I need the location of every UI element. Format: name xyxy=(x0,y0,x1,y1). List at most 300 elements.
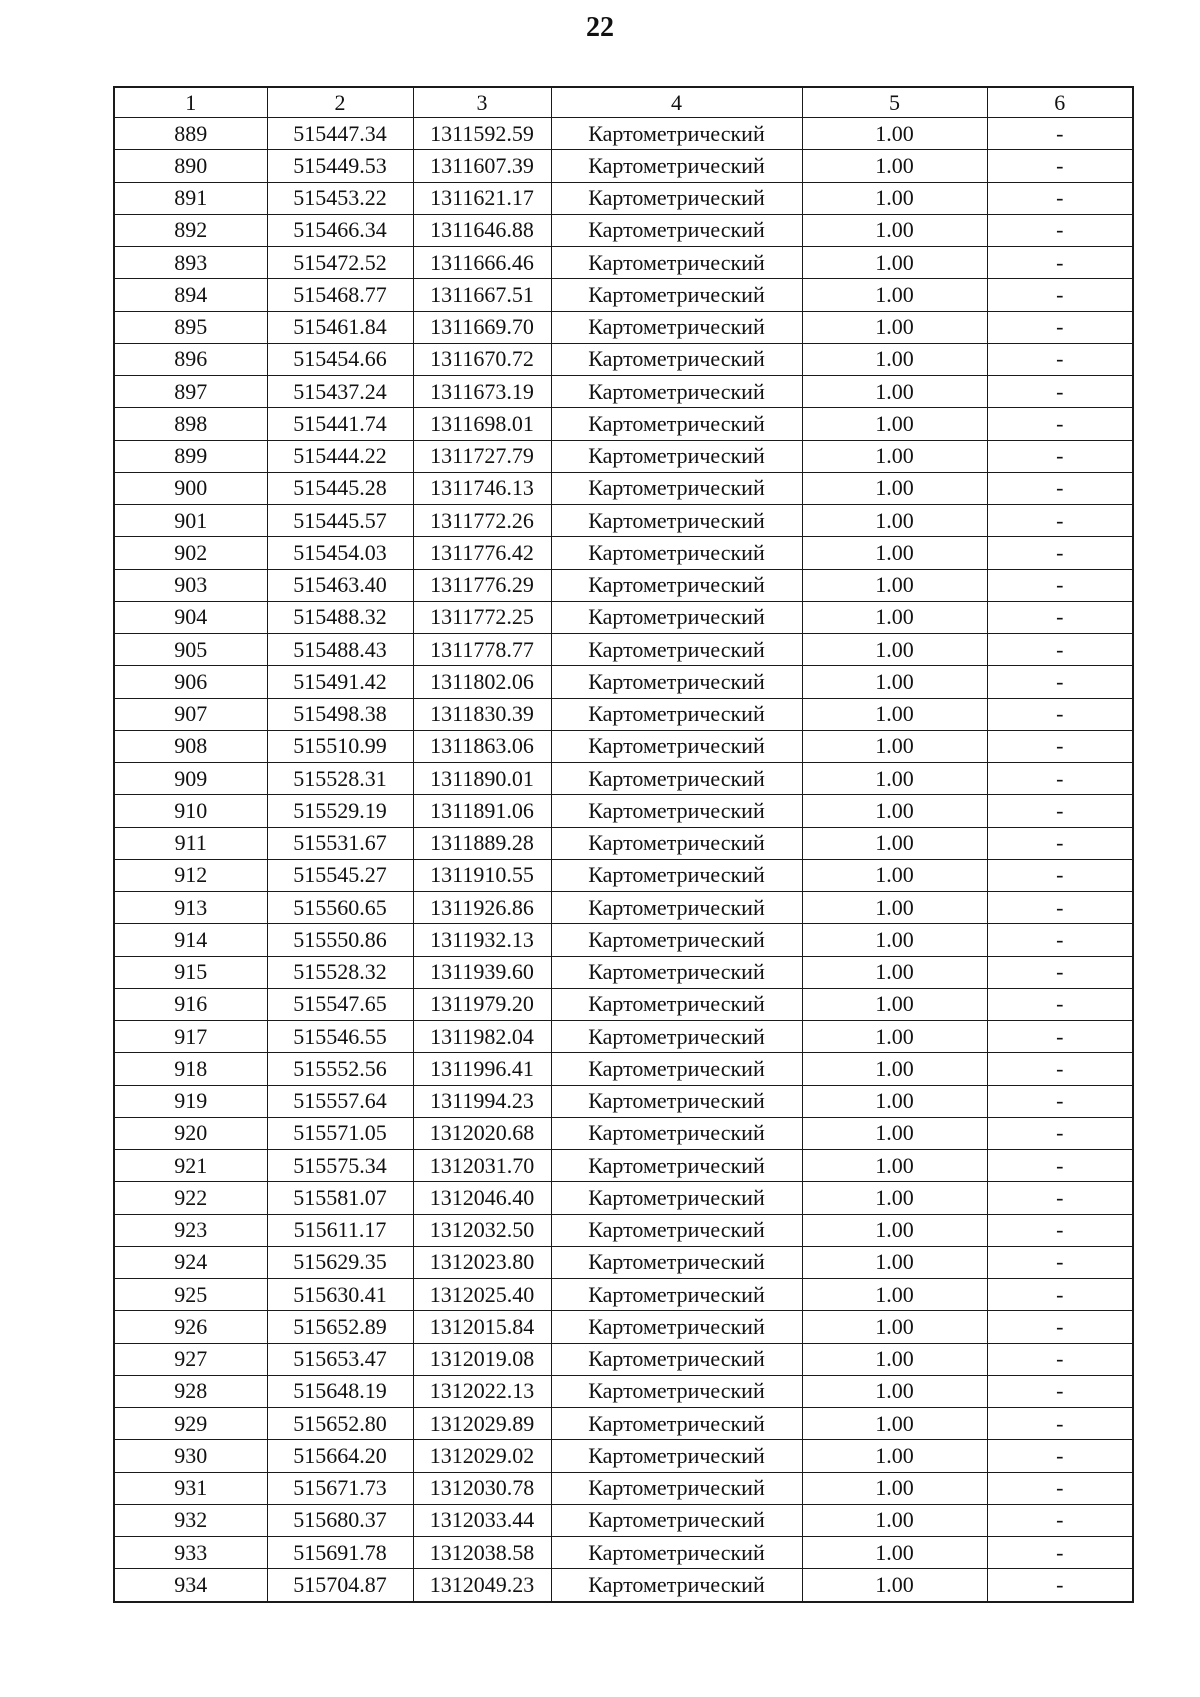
x-coordinate-cell: 515575.34 xyxy=(267,1150,413,1182)
x-coordinate-cell: 515454.66 xyxy=(267,343,413,375)
method-cell: Картометрический xyxy=(551,1375,802,1407)
method-cell: Картометрический xyxy=(551,537,802,569)
method-cell: Картометрический xyxy=(551,1440,802,1472)
point-number-cell: 929 xyxy=(114,1408,267,1440)
y-coordinate-cell: 1311979.20 xyxy=(413,988,551,1020)
x-coordinate-cell: 515498.38 xyxy=(267,698,413,730)
page-number: 22 xyxy=(586,12,614,43)
column-header-1: 1 xyxy=(114,87,267,118)
y-coordinate-cell: 1311996.41 xyxy=(413,1053,551,1085)
table-row xyxy=(114,440,1133,472)
description-cell: - xyxy=(987,569,1133,601)
method-cell: Картометрический xyxy=(551,505,802,537)
description-cell: - xyxy=(987,1279,1133,1311)
method-cell: Картометрический xyxy=(551,311,802,343)
table-row xyxy=(114,956,1133,988)
method-cell: Картометрический xyxy=(551,1408,802,1440)
description-cell: - xyxy=(987,730,1133,762)
column-header-4: 4 xyxy=(551,87,802,118)
y-coordinate-cell: 1312038.58 xyxy=(413,1537,551,1569)
method-cell: Картометрический xyxy=(551,279,802,311)
x-coordinate-cell: 515445.57 xyxy=(267,505,413,537)
method-cell: Картометрический xyxy=(551,666,802,698)
accuracy-cell: 1.00 xyxy=(802,1311,987,1343)
y-coordinate-cell: 1311667.51 xyxy=(413,279,551,311)
x-coordinate-cell: 515466.34 xyxy=(267,214,413,246)
y-coordinate-cell: 1311592.59 xyxy=(413,118,551,150)
y-coordinate-cell: 1312025.40 xyxy=(413,1279,551,1311)
accuracy-cell: 1.00 xyxy=(802,892,987,924)
accuracy-cell: 1.00 xyxy=(802,311,987,343)
accuracy-cell: 1.00 xyxy=(802,988,987,1020)
accuracy-cell: 1.00 xyxy=(802,279,987,311)
accuracy-cell: 1.00 xyxy=(802,1375,987,1407)
y-coordinate-cell: 1312020.68 xyxy=(413,1117,551,1149)
point-number-cell: 914 xyxy=(114,924,267,956)
description-cell: - xyxy=(987,1246,1133,1278)
method-cell: Картометрический xyxy=(551,1021,802,1053)
accuracy-cell: 1.00 xyxy=(802,1279,987,1311)
point-number-cell: 900 xyxy=(114,472,267,504)
accuracy-cell: 1.00 xyxy=(802,1053,987,1085)
point-number-cell: 920 xyxy=(114,1117,267,1149)
accuracy-cell: 1.00 xyxy=(802,601,987,633)
column-header-5: 5 xyxy=(802,87,987,118)
method-cell: Картометрический xyxy=(551,118,802,150)
y-coordinate-cell: 1311666.46 xyxy=(413,247,551,279)
accuracy-cell: 1.00 xyxy=(802,1569,987,1602)
method-cell: Картометрический xyxy=(551,827,802,859)
accuracy-cell: 1.00 xyxy=(802,1408,987,1440)
y-coordinate-cell: 1311621.17 xyxy=(413,182,551,214)
method-cell: Картометрический xyxy=(551,150,802,182)
y-coordinate-cell: 1312023.80 xyxy=(413,1246,551,1278)
method-cell: Картометрический xyxy=(551,1343,802,1375)
point-number-cell: 904 xyxy=(114,601,267,633)
x-coordinate-cell: 515453.22 xyxy=(267,182,413,214)
point-number-cell: 893 xyxy=(114,247,267,279)
description-cell: - xyxy=(987,1311,1133,1343)
accuracy-cell: 1.00 xyxy=(802,956,987,988)
method-cell: Картометрический xyxy=(551,376,802,408)
point-number-cell: 899 xyxy=(114,440,267,472)
accuracy-cell: 1.00 xyxy=(802,1537,987,1569)
y-coordinate-cell: 1311698.01 xyxy=(413,408,551,440)
table-row xyxy=(114,182,1133,214)
accuracy-cell: 1.00 xyxy=(802,1472,987,1504)
description-cell: - xyxy=(987,827,1133,859)
y-coordinate-cell: 1311646.88 xyxy=(413,214,551,246)
y-coordinate-cell: 1311982.04 xyxy=(413,1021,551,1053)
method-cell: Картометрический xyxy=(551,1246,802,1278)
table-row xyxy=(114,827,1133,859)
description-cell: - xyxy=(987,537,1133,569)
y-coordinate-cell: 1311776.29 xyxy=(413,569,551,601)
description-cell: - xyxy=(987,1408,1133,1440)
accuracy-cell: 1.00 xyxy=(802,1182,987,1214)
column-header-6: 6 xyxy=(987,87,1133,118)
coordinates-table xyxy=(113,86,1134,1603)
table-body xyxy=(114,118,1133,1602)
point-number-cell: 932 xyxy=(114,1504,267,1536)
table-row xyxy=(114,1311,1133,1343)
y-coordinate-cell: 1311669.70 xyxy=(413,311,551,343)
description-cell: - xyxy=(987,763,1133,795)
table-row xyxy=(114,795,1133,827)
description-cell: - xyxy=(987,1150,1133,1182)
description-cell: - xyxy=(987,1117,1133,1149)
point-number-cell: 923 xyxy=(114,1214,267,1246)
table-row xyxy=(114,1021,1133,1053)
column-header-2: 2 xyxy=(267,87,413,118)
description-cell: - xyxy=(987,343,1133,375)
point-number-cell: 910 xyxy=(114,795,267,827)
description-cell: - xyxy=(987,1472,1133,1504)
method-cell: Картометрический xyxy=(551,247,802,279)
accuracy-cell: 1.00 xyxy=(802,1150,987,1182)
y-coordinate-cell: 1311746.13 xyxy=(413,472,551,504)
accuracy-cell: 1.00 xyxy=(802,666,987,698)
description-cell: - xyxy=(987,472,1133,504)
description-cell: - xyxy=(987,1343,1133,1375)
table-row xyxy=(114,1085,1133,1117)
table-row xyxy=(114,1150,1133,1182)
accuracy-cell: 1.00 xyxy=(802,924,987,956)
accuracy-cell: 1.00 xyxy=(802,1214,987,1246)
description-cell: - xyxy=(987,1053,1133,1085)
method-cell: Картометрический xyxy=(551,1214,802,1246)
point-number-cell: 889 xyxy=(114,118,267,150)
y-coordinate-cell: 1312029.89 xyxy=(413,1408,551,1440)
point-number-cell: 894 xyxy=(114,279,267,311)
method-cell: Картометрический xyxy=(551,1537,802,1569)
table-row xyxy=(114,214,1133,246)
accuracy-cell: 1.00 xyxy=(802,150,987,182)
accuracy-cell: 1.00 xyxy=(802,182,987,214)
point-number-cell: 902 xyxy=(114,537,267,569)
table-row xyxy=(114,376,1133,408)
point-number-cell: 918 xyxy=(114,1053,267,1085)
table-row xyxy=(114,569,1133,601)
table-row xyxy=(114,343,1133,375)
description-cell: - xyxy=(987,956,1133,988)
table-row xyxy=(114,1375,1133,1407)
x-coordinate-cell: 515468.77 xyxy=(267,279,413,311)
accuracy-cell: 1.00 xyxy=(802,472,987,504)
x-coordinate-cell: 515557.64 xyxy=(267,1085,413,1117)
table-row xyxy=(114,698,1133,730)
accuracy-cell: 1.00 xyxy=(802,698,987,730)
y-coordinate-cell: 1311939.60 xyxy=(413,956,551,988)
y-coordinate-cell: 1311889.28 xyxy=(413,827,551,859)
method-cell: Картометрический xyxy=(551,1085,802,1117)
method-cell: Картометрический xyxy=(551,924,802,956)
x-coordinate-cell: 515652.80 xyxy=(267,1408,413,1440)
accuracy-cell: 1.00 xyxy=(802,827,987,859)
x-coordinate-cell: 515461.84 xyxy=(267,311,413,343)
y-coordinate-cell: 1311607.39 xyxy=(413,150,551,182)
y-coordinate-cell: 1311772.25 xyxy=(413,601,551,633)
y-coordinate-cell: 1311890.01 xyxy=(413,763,551,795)
method-cell: Картометрический xyxy=(551,698,802,730)
x-coordinate-cell: 515545.27 xyxy=(267,859,413,891)
x-coordinate-cell: 515445.28 xyxy=(267,472,413,504)
point-number-cell: 934 xyxy=(114,1569,267,1602)
y-coordinate-cell: 1312015.84 xyxy=(413,1311,551,1343)
table-row xyxy=(114,988,1133,1020)
y-coordinate-cell: 1311802.06 xyxy=(413,666,551,698)
accuracy-cell: 1.00 xyxy=(802,1021,987,1053)
column-header-3: 3 xyxy=(413,87,551,118)
method-cell: Картометрический xyxy=(551,859,802,891)
description-cell: - xyxy=(987,795,1133,827)
x-coordinate-cell: 515664.20 xyxy=(267,1440,413,1472)
description-cell: - xyxy=(987,1021,1133,1053)
description-cell: - xyxy=(987,279,1133,311)
method-cell: Картометрический xyxy=(551,988,802,1020)
point-number-cell: 905 xyxy=(114,634,267,666)
accuracy-cell: 1.00 xyxy=(802,343,987,375)
table-row xyxy=(114,311,1133,343)
x-coordinate-cell: 515671.73 xyxy=(267,1472,413,1504)
description-cell: - xyxy=(987,150,1133,182)
description-cell: - xyxy=(987,1440,1133,1472)
table-row xyxy=(114,859,1133,891)
point-number-cell: 922 xyxy=(114,1182,267,1214)
method-cell: Картометрический xyxy=(551,408,802,440)
accuracy-cell: 1.00 xyxy=(802,634,987,666)
description-cell: - xyxy=(987,924,1133,956)
x-coordinate-cell: 515531.67 xyxy=(267,827,413,859)
table-row xyxy=(114,1440,1133,1472)
accuracy-cell: 1.00 xyxy=(802,730,987,762)
x-coordinate-cell: 515547.65 xyxy=(267,988,413,1020)
point-number-cell: 916 xyxy=(114,988,267,1020)
y-coordinate-cell: 1312031.70 xyxy=(413,1150,551,1182)
method-cell: Картометрический xyxy=(551,1569,802,1602)
y-coordinate-cell: 1312019.08 xyxy=(413,1343,551,1375)
point-number-cell: 917 xyxy=(114,1021,267,1053)
accuracy-cell: 1.00 xyxy=(802,1504,987,1536)
method-cell: Картометрический xyxy=(551,1279,802,1311)
table-row xyxy=(114,892,1133,924)
accuracy-cell: 1.00 xyxy=(802,440,987,472)
point-number-cell: 892 xyxy=(114,214,267,246)
x-coordinate-cell: 515447.34 xyxy=(267,118,413,150)
description-cell: - xyxy=(987,1504,1133,1536)
point-number-cell: 909 xyxy=(114,763,267,795)
table-row xyxy=(114,666,1133,698)
point-number-cell: 913 xyxy=(114,892,267,924)
description-cell: - xyxy=(987,214,1133,246)
x-coordinate-cell: 515472.52 xyxy=(267,247,413,279)
method-cell: Картометрический xyxy=(551,601,802,633)
y-coordinate-cell: 1311776.42 xyxy=(413,537,551,569)
point-number-cell: 890 xyxy=(114,150,267,182)
point-number-cell: 915 xyxy=(114,956,267,988)
method-cell: Картометрический xyxy=(551,730,802,762)
table-row xyxy=(114,634,1133,666)
description-cell: - xyxy=(987,182,1133,214)
table-row xyxy=(114,1117,1133,1149)
point-number-cell: 933 xyxy=(114,1537,267,1569)
table-row xyxy=(114,924,1133,956)
point-number-cell: 898 xyxy=(114,408,267,440)
x-coordinate-cell: 515648.19 xyxy=(267,1375,413,1407)
x-coordinate-cell: 515550.86 xyxy=(267,924,413,956)
x-coordinate-cell: 515552.56 xyxy=(267,1053,413,1085)
description-cell: - xyxy=(987,1537,1133,1569)
accuracy-cell: 1.00 xyxy=(802,1117,987,1149)
table-row xyxy=(114,1214,1133,1246)
point-number-cell: 931 xyxy=(114,1472,267,1504)
point-number-cell: 897 xyxy=(114,376,267,408)
table-row xyxy=(114,1343,1133,1375)
method-cell: Картометрический xyxy=(551,892,802,924)
table-row xyxy=(114,1504,1133,1536)
y-coordinate-cell: 1311830.39 xyxy=(413,698,551,730)
description-cell: - xyxy=(987,666,1133,698)
accuracy-cell: 1.00 xyxy=(802,214,987,246)
method-cell: Картометрический xyxy=(551,472,802,504)
x-coordinate-cell: 515560.65 xyxy=(267,892,413,924)
x-coordinate-cell: 515510.99 xyxy=(267,730,413,762)
description-cell: - xyxy=(987,988,1133,1020)
x-coordinate-cell: 515528.32 xyxy=(267,956,413,988)
point-number-cell: 930 xyxy=(114,1440,267,1472)
table-row xyxy=(114,1472,1133,1504)
table-row xyxy=(114,408,1133,440)
accuracy-cell: 1.00 xyxy=(802,247,987,279)
y-coordinate-cell: 1312032.50 xyxy=(413,1214,551,1246)
point-number-cell: 925 xyxy=(114,1279,267,1311)
description-cell: - xyxy=(987,1375,1133,1407)
table-row xyxy=(114,118,1133,150)
description-cell: - xyxy=(987,1569,1133,1602)
x-coordinate-cell: 515437.24 xyxy=(267,376,413,408)
x-coordinate-cell: 515488.32 xyxy=(267,601,413,633)
y-coordinate-cell: 1311778.77 xyxy=(413,634,551,666)
x-coordinate-cell: 515629.35 xyxy=(267,1246,413,1278)
y-coordinate-cell: 1311910.55 xyxy=(413,859,551,891)
table-row xyxy=(114,601,1133,633)
method-cell: Картометрический xyxy=(551,343,802,375)
x-coordinate-cell: 515441.74 xyxy=(267,408,413,440)
x-coordinate-cell: 515680.37 xyxy=(267,1504,413,1536)
description-cell: - xyxy=(987,408,1133,440)
table-row xyxy=(114,730,1133,762)
y-coordinate-cell: 1312022.13 xyxy=(413,1375,551,1407)
y-coordinate-cell: 1311727.79 xyxy=(413,440,551,472)
x-coordinate-cell: 515491.42 xyxy=(267,666,413,698)
description-cell: - xyxy=(987,859,1133,891)
description-cell: - xyxy=(987,247,1133,279)
description-cell: - xyxy=(987,892,1133,924)
x-coordinate-cell: 515571.05 xyxy=(267,1117,413,1149)
accuracy-cell: 1.00 xyxy=(802,1343,987,1375)
point-number-cell: 896 xyxy=(114,343,267,375)
y-coordinate-cell: 1311863.06 xyxy=(413,730,551,762)
x-coordinate-cell: 515581.07 xyxy=(267,1182,413,1214)
method-cell: Картометрический xyxy=(551,763,802,795)
point-number-cell: 911 xyxy=(114,827,267,859)
table-row xyxy=(114,279,1133,311)
point-number-cell: 926 xyxy=(114,1311,267,1343)
x-coordinate-cell: 515529.19 xyxy=(267,795,413,827)
point-number-cell: 912 xyxy=(114,859,267,891)
point-number-cell: 919 xyxy=(114,1085,267,1117)
accuracy-cell: 1.00 xyxy=(802,859,987,891)
x-coordinate-cell: 515463.40 xyxy=(267,569,413,601)
y-coordinate-cell: 1312049.23 xyxy=(413,1569,551,1602)
x-coordinate-cell: 515488.43 xyxy=(267,634,413,666)
accuracy-cell: 1.00 xyxy=(802,1440,987,1472)
method-cell: Картометрический xyxy=(551,1472,802,1504)
description-cell: - xyxy=(987,634,1133,666)
table-row xyxy=(114,472,1133,504)
table-row xyxy=(114,247,1133,279)
accuracy-cell: 1.00 xyxy=(802,1085,987,1117)
method-cell: Картометрический xyxy=(551,634,802,666)
accuracy-cell: 1.00 xyxy=(802,408,987,440)
point-number-cell: 908 xyxy=(114,730,267,762)
x-coordinate-cell: 515704.87 xyxy=(267,1569,413,1602)
description-cell: - xyxy=(987,698,1133,730)
method-cell: Картометрический xyxy=(551,1150,802,1182)
point-number-cell: 901 xyxy=(114,505,267,537)
table-row xyxy=(114,1053,1133,1085)
method-cell: Картометрический xyxy=(551,1117,802,1149)
table-header-row xyxy=(114,87,1133,118)
table-row xyxy=(114,1182,1133,1214)
method-cell: Картометрический xyxy=(551,440,802,472)
method-cell: Картометрический xyxy=(551,1311,802,1343)
table-row xyxy=(114,1537,1133,1569)
x-coordinate-cell: 515528.31 xyxy=(267,763,413,795)
x-coordinate-cell: 515653.47 xyxy=(267,1343,413,1375)
point-number-cell: 924 xyxy=(114,1246,267,1278)
description-cell: - xyxy=(987,1085,1133,1117)
description-cell: - xyxy=(987,601,1133,633)
x-coordinate-cell: 515546.55 xyxy=(267,1021,413,1053)
accuracy-cell: 1.00 xyxy=(802,569,987,601)
method-cell: Картометрический xyxy=(551,214,802,246)
x-coordinate-cell: 515449.53 xyxy=(267,150,413,182)
y-coordinate-cell: 1312029.02 xyxy=(413,1440,551,1472)
y-coordinate-cell: 1312030.78 xyxy=(413,1472,551,1504)
x-coordinate-cell: 515454.03 xyxy=(267,537,413,569)
y-coordinate-cell: 1311891.06 xyxy=(413,795,551,827)
description-cell: - xyxy=(987,440,1133,472)
method-cell: Картометрический xyxy=(551,1182,802,1214)
accuracy-cell: 1.00 xyxy=(802,795,987,827)
description-cell: - xyxy=(987,118,1133,150)
method-cell: Картометрический xyxy=(551,182,802,214)
x-coordinate-cell: 515444.22 xyxy=(267,440,413,472)
method-cell: Картометрический xyxy=(551,569,802,601)
y-coordinate-cell: 1311932.13 xyxy=(413,924,551,956)
method-cell: Картометрический xyxy=(551,1053,802,1085)
accuracy-cell: 1.00 xyxy=(802,1246,987,1278)
accuracy-cell: 1.00 xyxy=(802,118,987,150)
point-number-cell: 921 xyxy=(114,1150,267,1182)
y-coordinate-cell: 1311673.19 xyxy=(413,376,551,408)
method-cell: Картометрический xyxy=(551,1504,802,1536)
method-cell: Картометрический xyxy=(551,956,802,988)
description-cell: - xyxy=(987,505,1133,537)
table-row xyxy=(114,763,1133,795)
point-number-cell: 906 xyxy=(114,666,267,698)
